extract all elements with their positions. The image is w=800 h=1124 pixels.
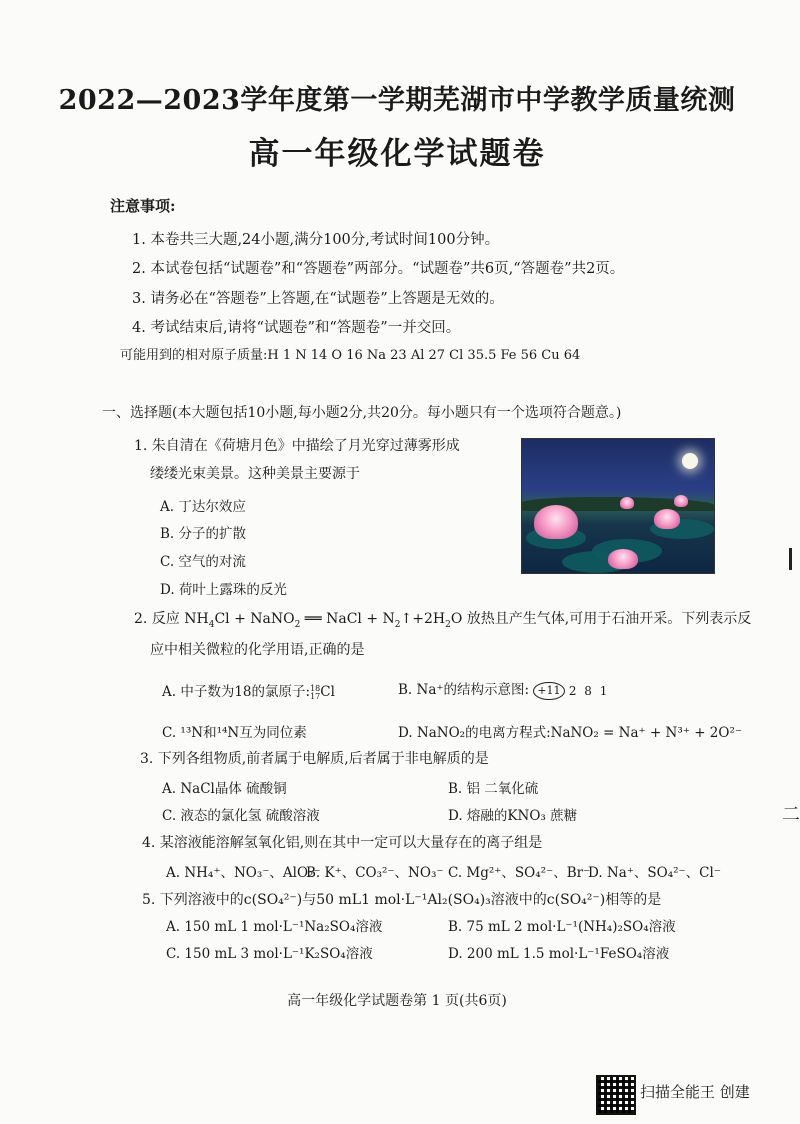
paper-title: 高一年级化学试题卷 bbox=[248, 136, 546, 172]
question-1-line2: 缕缕光束美景。这种美景主要源于 bbox=[150, 466, 360, 482]
q5-option-c: C. 150 mL 3 mol·L⁻¹K₂SO₄溶液 bbox=[166, 946, 373, 962]
section-heading: 一、选择题(本大题包括10小题,每小题2分,共20分。每小题只有一个选项符合题意。) bbox=[102, 405, 622, 421]
notice-item: 1. 本卷共三大题,24小题,满分100分,考试时间100分钟。 bbox=[132, 232, 500, 248]
q2-option-a: A. 中子数为18的氯原子:18 17Cl bbox=[162, 683, 335, 701]
q3-option-d: D. 熔融的KNO₃ 蔗糖 bbox=[448, 808, 578, 824]
q4-option-c: C. Mg²⁺、SO₄²⁻、Br⁻ bbox=[448, 865, 591, 881]
notice-item: 3. 请务必在“答题卷”上答题,在“试题卷”上答题是无效的。 bbox=[132, 291, 504, 307]
q4-option-a: A. NH₄⁺、NO₃⁻、AlO₂⁻ bbox=[166, 865, 321, 881]
q5-option-d: D. 200 mL 1.5 mol·L⁻¹FeSO₄溶液 bbox=[448, 946, 670, 962]
lotus-flower bbox=[608, 549, 638, 569]
q5-option-a: A. 150 mL 1 mol·L⁻¹Na₂SO₄溶液 bbox=[166, 919, 383, 935]
question-1-line1: 1. 朱自清在《荷塘月色》中描绘了月光穿过薄雾形成 bbox=[134, 438, 460, 454]
notice-item: 2. 本试卷包括“试题卷”和“答题卷”两部分。“试题卷”共6页,“答题卷”共2页。 bbox=[132, 261, 625, 277]
q1-option-b: B. 分子的扩散 bbox=[160, 526, 247, 542]
scanner-watermark: 扫描全能王 创建 bbox=[640, 1083, 750, 1101]
moon-icon bbox=[682, 453, 698, 469]
page-footer: 高一年级化学试题卷第 1 页(共6页) bbox=[287, 993, 507, 1009]
lotus-flower bbox=[674, 495, 688, 507]
q2-option-b: B. Na⁺的结构示意图: +11 2 8 1 bbox=[398, 682, 610, 698]
question-3-stem: 3. 下列各组物质,前者属于电解质,后者属于非电解质的是 bbox=[140, 751, 489, 767]
lotus-flower bbox=[534, 505, 578, 539]
question-5-stem: 5. 下列溶液中的c(SO₄²⁻)与50 mL1 mol·L⁻¹Al₂(SO₄)₃溶液中的c(SO₄²⁻)相等的是 bbox=[142, 892, 662, 908]
question-2-line1: 2. 反应 $NH_4Cl$ + NaNO$_2$ ══ NaCl + $N_2↑+2H_2O$ 放热且产生气体,可用于石油开采。下列表示反 bbox=[134, 611, 752, 630]
atomic-masses: 可能用到的相对原子质量:H 1 N 14 O 16 Na 23 Al 27 Cl 35.5 Fe 56 Cu 64 bbox=[120, 348, 581, 363]
q2-option-d: D. NaNO₂的电离方程式:NaNO₂ = Na⁺ + N³⁺ + 2O²⁻ bbox=[398, 725, 742, 741]
notice-heading: 注意事项: bbox=[110, 197, 176, 215]
lotus-moon-photo bbox=[521, 438, 715, 574]
qr-code-icon bbox=[596, 1075, 636, 1115]
q1-option-c: C. 空气的对流 bbox=[160, 554, 246, 570]
lotus-flower bbox=[654, 509, 680, 529]
q1-option-a: A. 丁达尔效应 bbox=[160, 499, 246, 515]
notice-item: 4. 考试结束后,请将“试题卷”和“答题卷”一并交回。 bbox=[132, 320, 461, 336]
question-2-line2: 应中相关微粒的化学用语,正确的是 bbox=[150, 642, 365, 658]
nucleus-circle: +11 bbox=[533, 682, 564, 700]
q3-option-c: C. 液态的氯化氢 硫酸溶液 bbox=[162, 808, 320, 824]
side-section-mark: 二 bbox=[782, 804, 800, 825]
q1-option-d: D. 荷叶上露珠的反光 bbox=[160, 582, 287, 598]
q3-option-b: B. 铝 二氧化硫 bbox=[448, 781, 539, 797]
exam-title: 2022—2023学年度第一学期芜湖市中学教学质量统测 bbox=[58, 85, 736, 116]
q4-option-b: B. K⁺、CO₃²⁻、NO₃⁻ bbox=[306, 865, 444, 881]
lotus-flower bbox=[620, 497, 634, 509]
q4-option-d: D. Na⁺、SO₄²⁻、Cl⁻ bbox=[588, 865, 721, 881]
q3-option-a: A. NaCl晶体 硫酸铜 bbox=[162, 781, 287, 797]
margin-mark bbox=[789, 548, 792, 570]
q2-option-c: C. ¹³N和¹⁴N互为同位素 bbox=[162, 725, 307, 741]
question-4-stem: 4. 某溶液能溶解氢氧化铝,则在其中一定可以大量存在的离子组是 bbox=[142, 835, 543, 851]
q5-option-b: B. 75 mL 2 mol·L⁻¹(NH₄)₂SO₄溶液 bbox=[448, 919, 676, 935]
electron-shells: 2 8 1 bbox=[568, 683, 610, 698]
